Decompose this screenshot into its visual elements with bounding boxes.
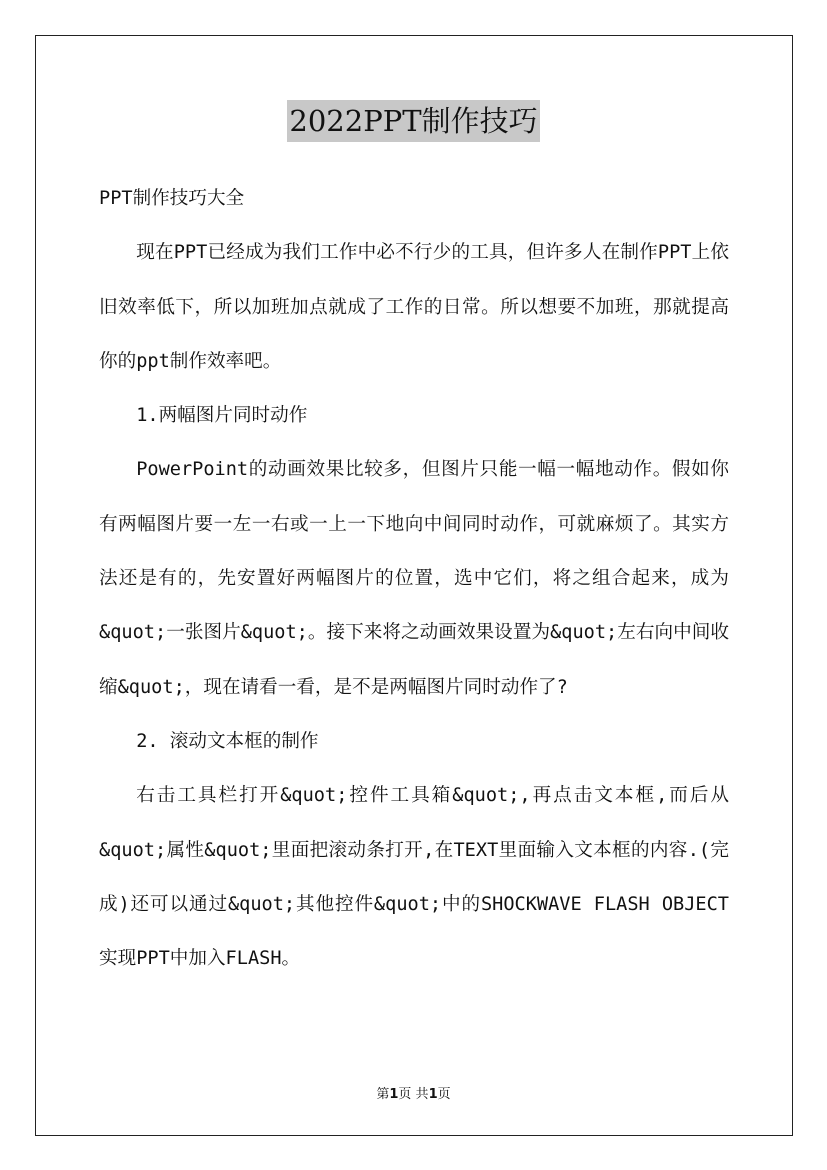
footer-page-number: 1 bbox=[389, 1087, 399, 1102]
footer-page-suffix: 页 bbox=[437, 1087, 451, 1102]
document-body bbox=[99, 172, 729, 986]
footer-page-mid: 页 共 bbox=[398, 1087, 429, 1102]
heading-two-images: 1.两幅图片同时动作 bbox=[136, 405, 308, 427]
paragraph-intro: 现在PPT已经成为我们工作中必不行少的工具，但许多人在制作PPT上依旧效率低下，所以加班加点就成了工作的日常。所以想要不加班，那就提高你的ppt制作效率吧。 bbox=[99, 242, 729, 372]
footer-page-total: 1 bbox=[428, 1087, 438, 1102]
paragraph-scroll-textbox: 右击工具栏打开&quot;控件工具箱&quot;,再点击文本框,而后从&quot;属性&quot;里面把滚动条打开,在TEXT里面输入文本框的内容.(完成)还可以通过&quot;其他控件&quot;中的SHOCKWAVE FLASH OBJECT 实现PPT中加入FLASH。 bbox=[99, 785, 729, 970]
footer-page-prefix: 第 bbox=[376, 1087, 390, 1102]
title-container bbox=[0, 100, 827, 142]
subtitle: PPT制作技巧大全 bbox=[99, 188, 245, 209]
paragraph-two-images: PowerPoint的动画效果比较多，但图片只能一幅一幅地动作。假如你有两幅图片要一左一右或一上一下地向中间同时动作，可就麻烦了。其实方法还是有的，先安置好两幅图片的位置，选中它们，将之组合起来，成为&quot;一张图片&quot;。接下来将之动画效果设置为&quot;左右向中间收缩&quot;，现在请看一看，是不是两幅图片同时动作了? bbox=[99, 459, 729, 698]
page-footer bbox=[0, 1083, 827, 1102]
heading-scroll-textbox: 2. 滚动文本框的制作 bbox=[136, 730, 319, 752]
document-title: 2022PPT制作技巧 bbox=[287, 100, 539, 142]
